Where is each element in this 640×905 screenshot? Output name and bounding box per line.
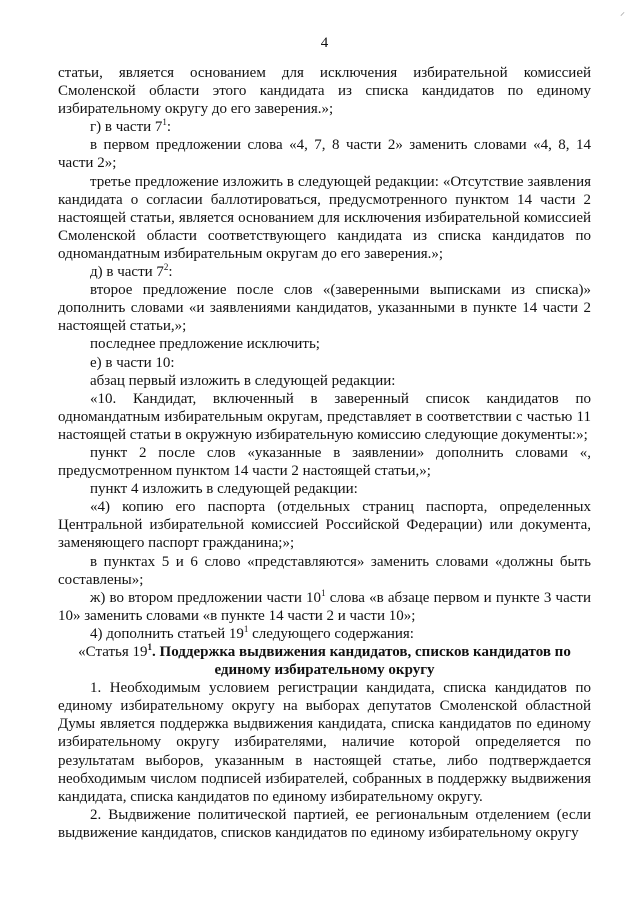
paragraph: «10. Кандидат, включенный в заверенный список кандидатов по одномандатным избирательным округам, представляет в соответствии с частью 11 настоящей статьи в окружную избирательную комиссию следующие документы:»; [58,390,591,443]
paragraph: «4) копию его паспорта (отдельных страниц паспорта, определенных Центральной избирательной комиссией Российской Федерации) или документа, заменяющего паспорт гражданина;»; [58,499,591,552]
document-body [58,64,591,842]
paragraph: 2. Выдвижение политической партией, ее региональным отделением (если выдвижение кандидатов, списков кандидатов по единому избирательному округу [58,806,591,841]
paragraph: второе предложение после слов «(заверенными выписками из списка)» дополнить словами «и заявлениями кандидатов, указанными в пункте 14 части 2 настоящей статьи,»; [58,282,591,335]
paragraph: абзац первый изложить в следующей редакции: [90,372,396,389]
page-number: 4 [320,35,329,51]
paragraph: последнее предложение исключить; [90,336,320,353]
paragraph: 1. Необходимым условием регистрации кандидата, списка кандидатов по единому избирательному округу на выборах депутатов Смоленской областной Думы является поддержка выдвижения кандидата, списка кандидатов по единому избирательному округу избирателями, наличие которой определяется по результатам выборов, указанным в настоящей статье, либо подтверждается необходимым числом подписей избирателей, собранных в поддержку выдвижения кандидата, списка кандидатов по единому избирательному округу. [58,680,591,805]
paragraph: в первом предложении слова «4, 7, 8 части 2» заменить словами «4, 8, 14 части 2»; [58,137,591,172]
superscript: 1 [243,623,249,634]
paragraph: е) в части 10: [90,354,175,371]
paragraph: пункт 4 изложить в следующей редакции: [90,481,358,498]
paragraph: статьи, является основанием для исключения избирательной комиссией Смоленской области этого кандидата из списка кандидатов по единому избирательному округу до его заверения.»; [58,65,591,118]
paragraph: д) в части $7^2$: [90,262,173,281]
superscript: 1 [162,117,167,128]
superscript: 2 [163,262,169,273]
article-heading: «Статья $19^1$. Поддержка выдвижения кандидатов, списков кандидатов по единому избирательному округу [78,642,571,679]
superscript: 1 [321,587,326,598]
paragraph: 4) дополнить статьей $19^1$ следующего содержания: [90,623,414,642]
scan-mark-icon: ⸝ [620,7,625,18]
paragraph: в пунктах 5 и 6 слово «представляются» заменить словами «должны быть составлены»; [58,553,591,588]
document-page [58,0,591,905]
paragraph: г) в части $7^1$: [90,117,172,136]
superscript: 1 [147,642,153,652]
paragraph: ж) во втором предложении части $10^1$ слова «в абзаце первом и пункте 3 части 10» заменить словами «в пункте 14 части 2 и части 10»; [58,587,591,624]
paragraph: третье предложение изложить в следующей редакции: «Отсутствие заявления кандидата о согласии баллотироваться, предусмотренного пунктом 14 части 2 настоящей статьи, является основанием для исключения избирательной комиссией Смоленской области соответствующего кандидата из списка кандидатов по одномандатным избирательным округам до его заверения.»; [58,173,591,262]
paragraph: пункт 2 после слов «указанные в заявлении» дополнить словами «, предусмотренном пунктом 14 части 2 настоящей статьи,»; [58,444,591,480]
